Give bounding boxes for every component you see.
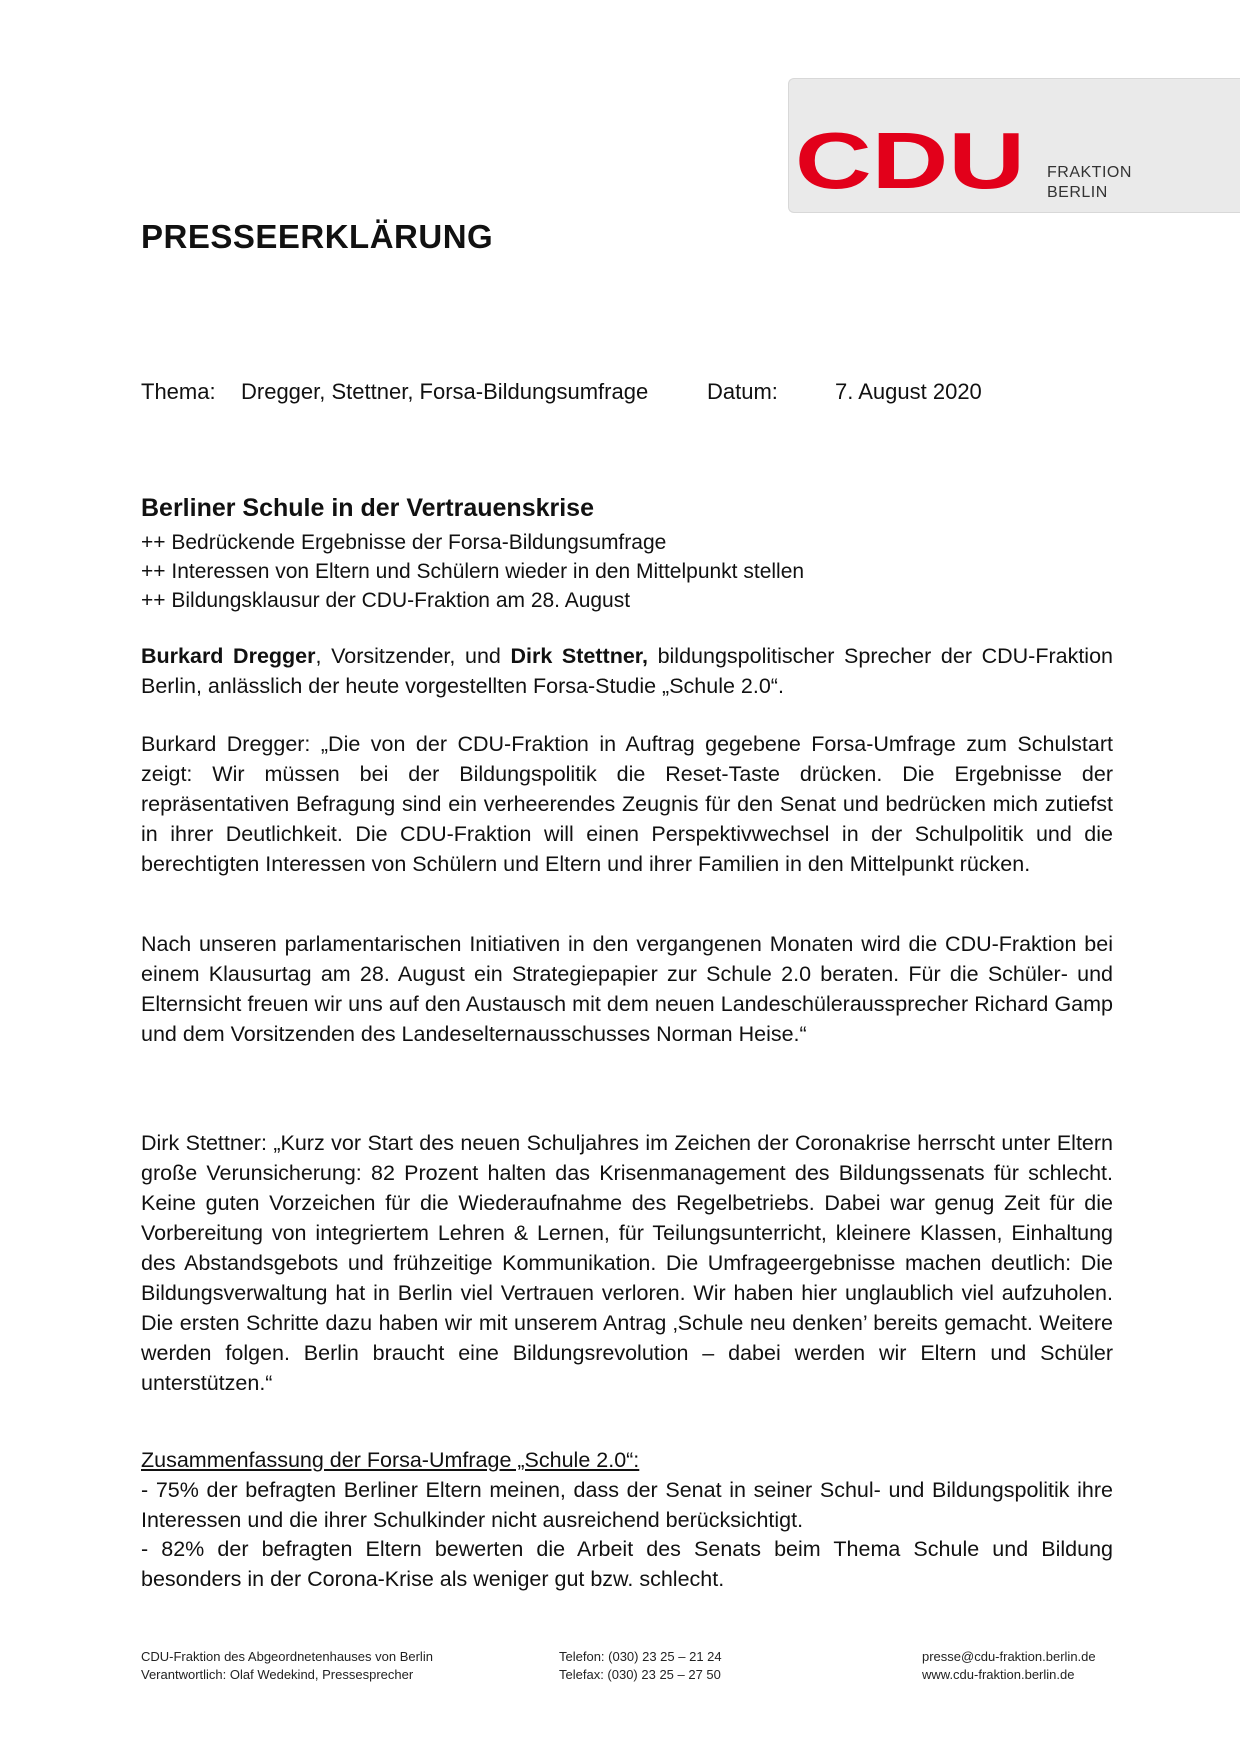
intro-name-dregger: Burkard Dregger bbox=[141, 644, 316, 668]
quote-dregger-paragraph-2: Nach unseren parlamentarischen Initiativen in den vergangenen Monaten wird die CDU-Fraktion bei einem Klausurtag am 28. August ein Strategiepapier zur Schule 2.0 beraten. Für die Schüler- und Elternsicht freuen wir uns auf den Austausch mit dem neuen Landeschüleraussprecher Richard Gamp und dem Vorsitzenden des Landeselternausschusses Norman Heise.“ bbox=[141, 932, 1113, 1046]
summary-item: - 75% der befragten Berliner Eltern meinen, dass der Senat in seiner Schul- und Bildungspolitik ihre Interessen und die ihrer Schulkinder nicht ausreichend berücksichtigt. bbox=[141, 1478, 1113, 1532]
footer-email-link[interactable]: presse@cdu-fraktion.berlin.de bbox=[922, 1649, 1096, 1664]
intro-text-1: , Vorsitzender, und bbox=[315, 644, 511, 668]
quote-stettner-paragraph: Dirk Stettner: „Kurz vor Start des neuen Schuljahres im Zeichen der Coronakrise herrscht unter Eltern große Verunsicherung: 82 Prozent halten das Krisenmanagement des Bildungssenats für schlecht. Keine guten Vorzeichen für die Wiederaufnahme des Regelbetriebs. Dabei war genug Zeit für die Vorbereitung von integriertem Lehren & Lernen, für Teilungsunterricht, kleinere Klassen, Einhaltung des Abstandsgebots und frühzeitige Kommunikation. Die Umfrageergebnisse machen deutlich: Die Bildungsverwaltung hat in Berlin viel Vertrauen verloren. Wir haben hier unglaublich viel aufzuholen. Die ersten Schritte dazu haben wir mit unserem Antrag ‚Schule neu denken’ bereits gemacht. Weitere werden folgen. Berlin braucht eine Bildungsrevolution – dabei werden wir Eltern und Schüler unterstützen.“ bbox=[141, 1131, 1113, 1395]
footer-org: CDU-Fraktion des Abgeordnetenhauses von Berlin bbox=[141, 1649, 433, 1664]
subheadline-item: ++ Bedrückende Ergebnisse der Forsa-Bildungsumfrage bbox=[141, 531, 667, 554]
subheadline-item: ++ Interessen von Eltern und Schülern wieder in den Mittelpunkt stellen bbox=[141, 560, 805, 583]
footer-website-link[interactable]: www.cdu-fraktion.berlin.de bbox=[922, 1667, 1075, 1682]
footer-contact-column bbox=[559, 1648, 722, 1684]
subheadline-list bbox=[141, 528, 804, 615]
headline: Berliner Schule in der Vertrauenskrise bbox=[141, 494, 594, 522]
footer-responsible: Verantwortlich: Olaf Wedekind, Pressesprecher bbox=[141, 1667, 414, 1682]
cdu-logo-text: CDU bbox=[795, 128, 1025, 196]
footer-web-column bbox=[922, 1648, 1096, 1684]
footer-phone: Telefon: (030) 23 25 – 21 24 bbox=[559, 1649, 722, 1664]
logo-line-berlin: BERLIN bbox=[1047, 184, 1108, 201]
thema-label: Thema: bbox=[141, 379, 216, 404]
intro-paragraph bbox=[141, 641, 1113, 701]
footer bbox=[141, 1648, 1113, 1688]
summary-list bbox=[141, 1476, 1113, 1594]
summary-heading: Zusammenfassung der Forsa-Umfrage „Schule 2.0“: bbox=[141, 1448, 640, 1472]
quote-dregger-paragraph: Burkard Dregger: „Die von der CDU-Fraktion in Auftrag gegebene Forsa-Umfrage zum Schulstart zeigt: Wir müssen bei der Bildungspolitik die Reset-Taste drücken. Die Ergebnisse der repräsentativen Befragung sind ein verheerendes Zeugnis für den Senat und bedrücken mich zutiefst in ihrer Deutlichkeit. Die CDU-Fraktion will einen Perspektivwechsel in der Schulpolitik und die berechtigten Interessen von Schülern und Eltern und ihrer Familien in den Mittelpunkt rücken. bbox=[141, 732, 1113, 876]
logo-line-fraktion: FRAKTION bbox=[1047, 164, 1132, 181]
datum-value: 7. August 2020 bbox=[835, 379, 982, 404]
document-title: PRESSEERKLÄRUNG bbox=[141, 218, 494, 255]
meta-row bbox=[141, 379, 1041, 409]
thema-value: Dregger, Stettner, Forsa-Bildungsumfrage bbox=[241, 379, 649, 404]
intro-text-2: bildungspolitischer Sprecher der CDU-Fraktion Berlin, anlässlich der heute vorgestellten Forsa-Studie „Schule 2.0“. bbox=[141, 644, 1114, 698]
footer-org-column bbox=[141, 1648, 433, 1684]
logo-subtitle bbox=[1047, 163, 1132, 203]
footer-fax: Telefax: (030) 23 25 – 27 50 bbox=[559, 1667, 721, 1682]
intro-name-stettner: Dirk Stettner, bbox=[510, 644, 648, 668]
summary-item: - 82% der befragten Eltern bewerten die Arbeit des Senats beim Thema Schule und Bildung besonders in der Corona-Krise als weniger gut bzw. schlecht. bbox=[141, 1537, 1113, 1591]
subheadline-item: ++ Bildungsklausur der CDU-Fraktion am 28. August bbox=[141, 589, 631, 612]
cdu-logo bbox=[795, 128, 1035, 196]
datum-label: Datum: bbox=[707, 379, 778, 404]
